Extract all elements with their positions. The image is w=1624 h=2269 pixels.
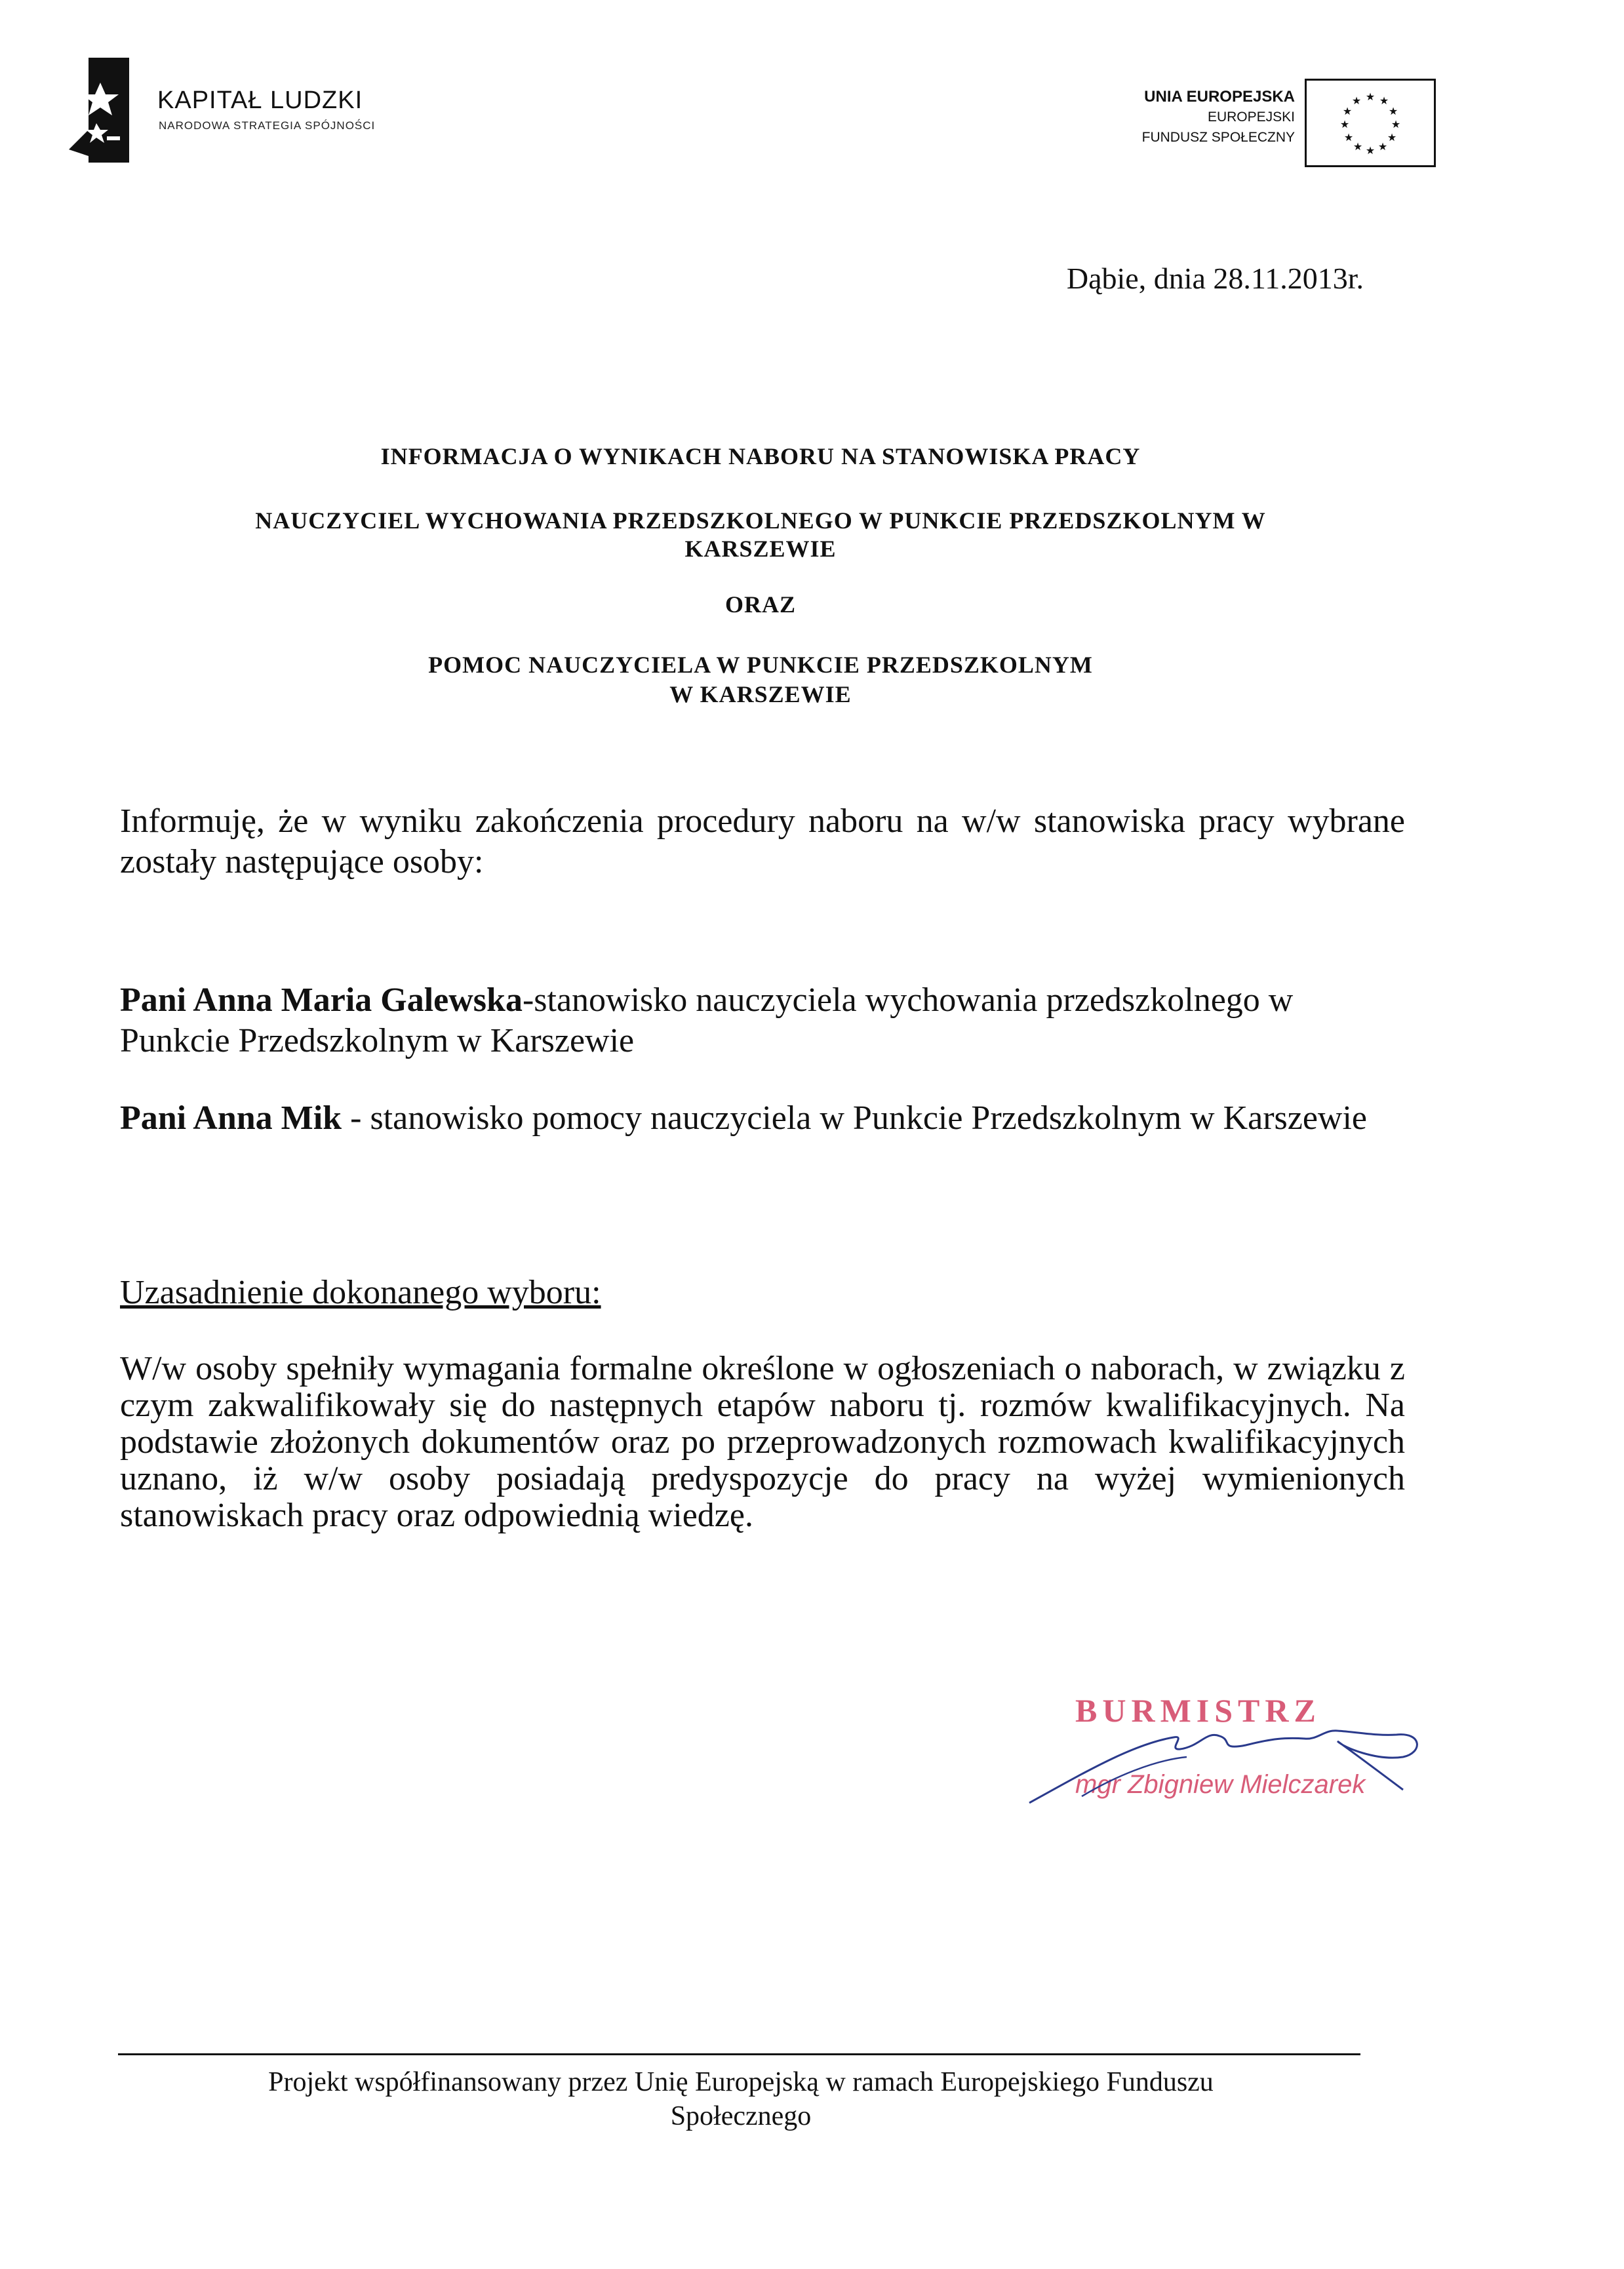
document-date: Dąbie, dnia 28.11.2013r. — [1066, 262, 1364, 295]
person-description-2: stanowisko pomocy nauczyciela w Punkcie Przedszkolnym w Karszewie — [370, 1099, 1368, 1137]
svg-text:★: ★ — [1343, 131, 1354, 144]
eu-logo-line1: UNIA EUROPEJSKA — [1144, 88, 1295, 106]
eu-logo-text — [1042, 87, 1295, 148]
justification-paragraph: W/w osoby spełniły wymagania formalne określone w ogłoszeniach o naborach, w związku z czym zakwalifikowały się do następnych etapów naboru tj. rozmów kwalifikacyjnych. Na podstawie złożonych dokumentów oraz po przeprowadzonych rozmowach kwalifikacyjnych uznano, iż w/w osoby posiadają predyspozycje do pracy na wyżej wymienionych stanowiskach pracy oraz odpowiednią wiedzę. — [120, 1350, 1405, 1534]
svg-text:★: ★ — [1339, 118, 1350, 130]
person-entry-1 — [120, 980, 1405, 1061]
person-description-1: stanowisko nauczyciela wychowania przedszkolnego w Punkcie Przedszkolnym w Karszewie — [120, 981, 1294, 1059]
eu-logo-line3: FUNDUSZ SPOŁECZNY — [1141, 130, 1295, 145]
heading-position-2-line1: POMOC NAUCZYCIELA W PUNKCIE PRZEDSZKOLNYM — [428, 652, 1093, 678]
svg-text:★: ★ — [1365, 90, 1376, 103]
svg-text:★: ★ — [1391, 118, 1401, 130]
kapital-ludzki-logo-icon — [69, 58, 134, 163]
eu-flag-icon — [1305, 79, 1436, 167]
svg-text:★: ★ — [1365, 144, 1376, 157]
stamp-name: mgr Zbigniew Mielczarek — [1075, 1770, 1366, 1799]
svg-text:★: ★ — [1377, 140, 1388, 153]
heading-position-2-line2: W KARSZEWIE — [669, 681, 852, 707]
person-name-1: Pani Anna Maria Galewska — [120, 981, 523, 1019]
intro-paragraph: Informuję, że w wyniku zakończenia procedury naboru na w/w stanowiska pracy wybrane zostały następujące osoby: — [120, 802, 1405, 880]
svg-text:★: ★ — [1388, 105, 1398, 117]
person-name-2: Pani Anna Mik — [120, 1099, 342, 1137]
footer-text — [131, 2065, 1351, 2133]
stamp-title: BURMISTRZ — [1075, 1692, 1321, 1729]
svg-text:★: ★ — [1379, 94, 1389, 107]
eu-logo-line2: EUROPEJSKI — [1207, 109, 1295, 125]
footer-line2: Społecznego — [670, 2101, 812, 2131]
heading-position-1-line2: KARSZEWIE — [684, 536, 837, 562]
heading-position-1-line1: NAUCZYCIEL WYCHOWANIA PRZEDSZKOLNEGO W PUNKCIE PRZEDSZKOLNYM W — [255, 507, 1266, 534]
heading-title: INFORMACJA O WYNIKACH NABORU NA STANOWISKA PRACY — [380, 443, 1141, 469]
person-separator-1: - — [522, 981, 534, 1019]
justification-label: Uzasadnienie dokonanego wyboru: — [120, 1274, 601, 1311]
kapital-ludzki-subtitle: NARODOWA STRATEGIA SPÓJNOŚCI — [159, 119, 376, 132]
footer-divider — [118, 2053, 1360, 2055]
person-separator-2: - — [342, 1099, 370, 1137]
kapital-ludzki-title: KAPITAŁ LUDZKI — [157, 87, 363, 114]
handwritten-signature — [1010, 1698, 1429, 1809]
footer-line1: Projekt współfinansowany przez Unię Europejską w ramach Europejskiego Funduszu — [268, 2067, 1214, 2097]
svg-text:★: ★ — [1342, 105, 1353, 117]
person-entry-2 — [120, 1098, 1405, 1139]
svg-text:★: ★ — [1353, 140, 1363, 153]
heading-oraz: ORAZ — [724, 591, 796, 618]
svg-text:★: ★ — [1387, 131, 1397, 144]
svg-text:★: ★ — [1351, 94, 1362, 107]
